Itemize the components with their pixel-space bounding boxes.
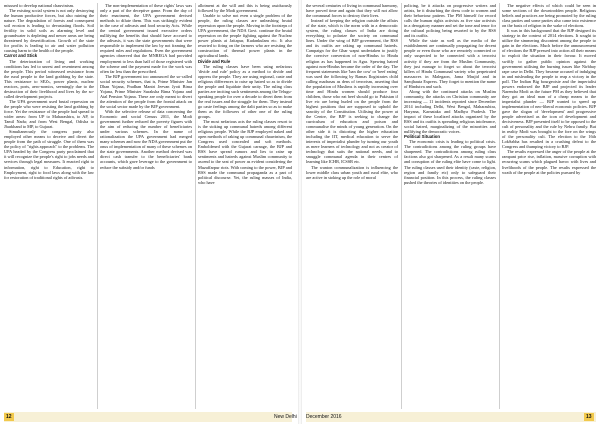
paragraph: The negative effects of which could be seen in some sections of the downtrodden people. Religious beliefs and practices are being promoted by the ruling class parties and some parties also came into existence on the basis of religion in the wake of elections. — [502, 3, 596, 29]
paragraph: The BJP government too announced the so-called social security schemes, that is, Prime Minister Jan Dhan Yojana, Pradhan Mantri Jeevan Jyoti Bima Yojana, Prime Minister Suraksha Bima Yojana and Atal Pension Yojana. These are only meant to divert the attention of the people from the frontal attack on the social sector made by the BJP government. — [100, 73, 192, 109]
right-page-column-1 — [306, 3, 398, 411]
left-footer-band — [4, 412, 292, 422]
left-page-column-1 — [4, 3, 94, 411]
paragraph: The ruling classes have been using nefarious 'divide and rule' policy as a method to divide and oppress the people. They are using regional, caste and religious differences to raise up hatred so as to divide the people and liquidate their unity. The ruling class parties are inciting such sentiments among the Telugu-speaking people for over a decade to divert them from the real issues and the struggle for them. They instead go caste feelings among the dalit parties so as to make them as the followers of other one of the ruling groups. — [198, 63, 292, 120]
paragraph: The non-implementation of these rights' laws was only a part of the deceptive game. From the day of their enactment, the UPA government devised methods to dilute them. This was strikingly evident in the case of adivasis and food security Acts. While the central government issued executive orders nullifying the benefits that should have accrued to the adivasis, it was the state governments that were responsible to implement the law by not framing the required rules and regulations. Even the government agencies observed that the MNREGA had provided employment to less than half of those registered with the scheme and the payment made for the work was often far less than the prescribed. — [100, 3, 192, 74]
paragraph: The most nefarious acts the ruling classes resort to is the stoking up communal hatreds among different religious people. While the BJP employed naked and open methods of raking up communal chauvinism, the Congress used concealed and soft methods. Emboldened with the Gujarat carnage, the BJP and RSS have spread rumors and lies to raise up sentiments and hatreds against Muslim community to ascend to the seat of power as evident considering the Muzaffarpur riots. With coming to the power, BJP and RSS made the communal propaganda as a part of political discourse. Yet, the ruling masses of India, who have — [198, 119, 292, 185]
paragraph: The wanton communalization is influencing the lower middle class urban youth and rural elite, who are active in stoking up the role of moral — [306, 164, 398, 180]
paragraph: The UPA government used brutal repression on the people who were resisting the land grabbing by force. Yet the resistance of the people had spread to wider areas: from UP to Maharashtra, to AP, to Tamil Nadu; and from West Bengal, Odisha to Jharkhand to MP, to Gujarat. — [4, 98, 94, 130]
column-divider — [195, 3, 196, 409]
paragraph: misused to develop national chauvinism. — [4, 3, 75, 8]
paragraph: policing, be it attacks on progressive writers and artists, be it disturbing the dress code to women and their behaviour pattern. The PM himself for record calls the human rights activists as five star activists in a derogatory manner and set the tone and tenor for the cultural policing being resorted to by the RSS and its outfits. — [404, 3, 496, 39]
right-footer-date: December 2016 — [306, 414, 342, 420]
paragraph: The results expressed the anger of the people at the rampant price rise, inflation, massive corruption with recurring scams which plagued havoc with lives and livelihoods of the people. The results expressed the wrath of the people at the policies pursued by — [502, 149, 596, 175]
page-spine — [298, 0, 302, 424]
right-footer-band — [306, 412, 596, 422]
paragraph: Instead of keeping the religion outside the affairs of the state, which is the norm with in a democratic system, the ruling classes of India are doing everything to polarize the society on communal lines. Under the wing of BJP government, the RSS and its outfits are raking up communal hatreds. Campaign for the Ghar wapsi undertaken to justify the coercive conversion of non-Hindus to Hindu religion as has happened in Agra. Spewing hatred against non-Hindus became the order of the day. The frequent statements like 'ban the cow' or 'beef eating' was used the following by Ramas Ilogistrates child calling madrasas as dens of terrorism, asserting that the population of Muslims is rapidly increasing over time and Hindu women should produce four children, those who eat beef should go to Pakistan if live etc are being hurled on the people from the highest positions that are supposed to uphold the sanctity of the Constitution. Utilising the power at the Centre, the BJP is seeking to change the curriculum of education and poison and communalise the minds of young generation. On the other side it is distorting the higher education including the IIT, medical education to serve the interests of imperialist plunder by turning our youth as mere learners of technology and not as creator of technology that suits the national needs, and to smuggle communal agenda in their centres of learning like ICHR, ICSSR etc. — [306, 18, 398, 165]
paragraph: Unable to solve not even a single problem of the people, the ruling classes are unleashing brutal repression upon the people. Moving in the footsteps of UPA government, the NDA Govt. continue the brutal repression on the people fighting against the Nuclear power plants at Jaitapur, Kudankulam etc. It also resorted to firing on the farmers who are resisting the construction of thermal power plants in the agricultural lands. — [198, 13, 292, 59]
right-page-column-3 — [502, 3, 596, 411]
paragraph: The economic crisis is leading to political crisis. The contradictions among the ruling groups have sharpened. The contradictions among ruling class factions also got sharpened. As a result many scams and corruption of the ruling elite have come to light. The ruling classes used their identity (caste, religion, region and family etc) only to safeguard their financial position. In this process, the ruling classes pushed the theories of identities on the people. — [404, 139, 496, 185]
left-footer-publication: New Delhi — [274, 414, 297, 420]
section-heading: Political Situation — [404, 134, 441, 140]
paragraph: It was in this background that the BJP designed its strategy in the context of 2014 elections. It sought to utilize the simmering discontent among the people to gain in the elections. Much before the announcement of elections the BJP pressed into action all their means to exploit the situation in their favour. It moved swiftly to gather public opinion against the government utilising the burning issues like Nirbhay rape case in Delhi. They became accused of indulging in and misleading the people to reap a victory in the poll. The Indian Big bourgeoisie and the imperialist powers endorsed the BJP and projected its leader Narendra Modi as the future PM as they believed that they got an ideal man of a cheap means to the imperialist plunder — BJP wanted to speed up implementation of neo-liberal economic policies. BJP gave the slogan of 'development' and progressive people advertised as the icon of development and decisiveness. BJP presented itself to be opposed to the cult of personality and the rule by Nehru family. But in reality Modi was brought to the fore on the wings of the personality cult. The election to the 16th LokSabha has resulted in a crushing defeat to the Congress and thumping victory to BJP. — [502, 28, 596, 150]
left-page-column-2 — [100, 3, 192, 411]
paragraph: the several centuries of living in communal harmony, have proved time and again that they will not allow the communal forces to destroy their lives. — [306, 3, 398, 19]
section-heading: Divide and Rule — [198, 58, 231, 64]
right-page-column-2 — [404, 3, 496, 411]
paragraph: allotment at the will and this is being assiduously followed by the Modi government. — [198, 3, 292, 14]
left-page-number: 12 — [6, 414, 12, 420]
paragraph: Simultaneously the congress party also employed other means to deceive and divert the people from the path of struggle. One of them was the policy of "rights approach" to the problems. The UPA headed by the Congress party proclaimed that it will recognize the people's right to jobs needs and services through legal measures. It enacted right to information, right to Education, right to Employment, right to food laws along with the law for restoration of traditional rights of adivasis. — [4, 129, 94, 180]
column-divider — [499, 3, 500, 409]
paragraph: The deterioration of living and working conditions has led to unrest and resentment among the people. This period witnessed resistance from the rural people to the land grabbing by the state. This resistance to SEZs, power plants, nuclear reactors, ports, aero-nomics, seemingly due to the destruction of their livelihood and lives by the so-called development projects. — [4, 58, 94, 99]
right-page-number: 13 — [586, 414, 592, 420]
paragraph: Along with the continued attacks on Muslim community, the attacks on Christian community are increasing — 11 incidents reported since December 2014 including Delhi, West Bengal, Maharashtra, Haryana, Karnataka and Madhya Pradesh. The impact of these localized attacks organized by the RSS and its outfits is spreading religious intolerance, social hatred, marginalizing of the minorities and nullifying the democratic voices. — [404, 88, 496, 135]
paragraph: With the selective release of data concerning the Economic and social Census 2011, the Modi government further reduced the poverty figures with the aim of reducing the number of beneficiaries under various schemes. In the name of rationalization the UPA government had merged many schemes and now the NDA government put the onus of implementation of many of these schemes on the state governments. Another method devised was direct cash transfer to the beneficiaries' bank accounts, which gave leverage to the government to reduce the subsidy and/or funds — [100, 108, 192, 170]
column-divider — [97, 3, 98, 409]
column-divider — [401, 3, 402, 409]
section-heading: Carrot and Stick — [4, 53, 38, 59]
paragraph: The existing social system is not only destroying the human productive forces, but also ruining the nature. The degradation of forests and consequent soil erosion is leading to devastating floods. Soil fertility in solid soils as alarming level and groundwater is depleting and newer areas are being threatened by desertification. Growth of the state for profits is leading to air and water pollution causing harm to the health of the people. — [4, 8, 94, 54]
paragraph: While the state as well as the media of the establishment are continually propagating for decent people or even those who are remotely connected or only suspected to be connected with a terrorist activity if they are from the Muslim Community, they just manage to forget so about the terrorist killers of Hindu Communal variety who perpetrated massacres in Malegaon, Jama Masjid and in Samjhauta Express. They forget to mention the name of Hindutva and such. — [404, 38, 496, 89]
left-page-column-3 — [198, 3, 292, 411]
